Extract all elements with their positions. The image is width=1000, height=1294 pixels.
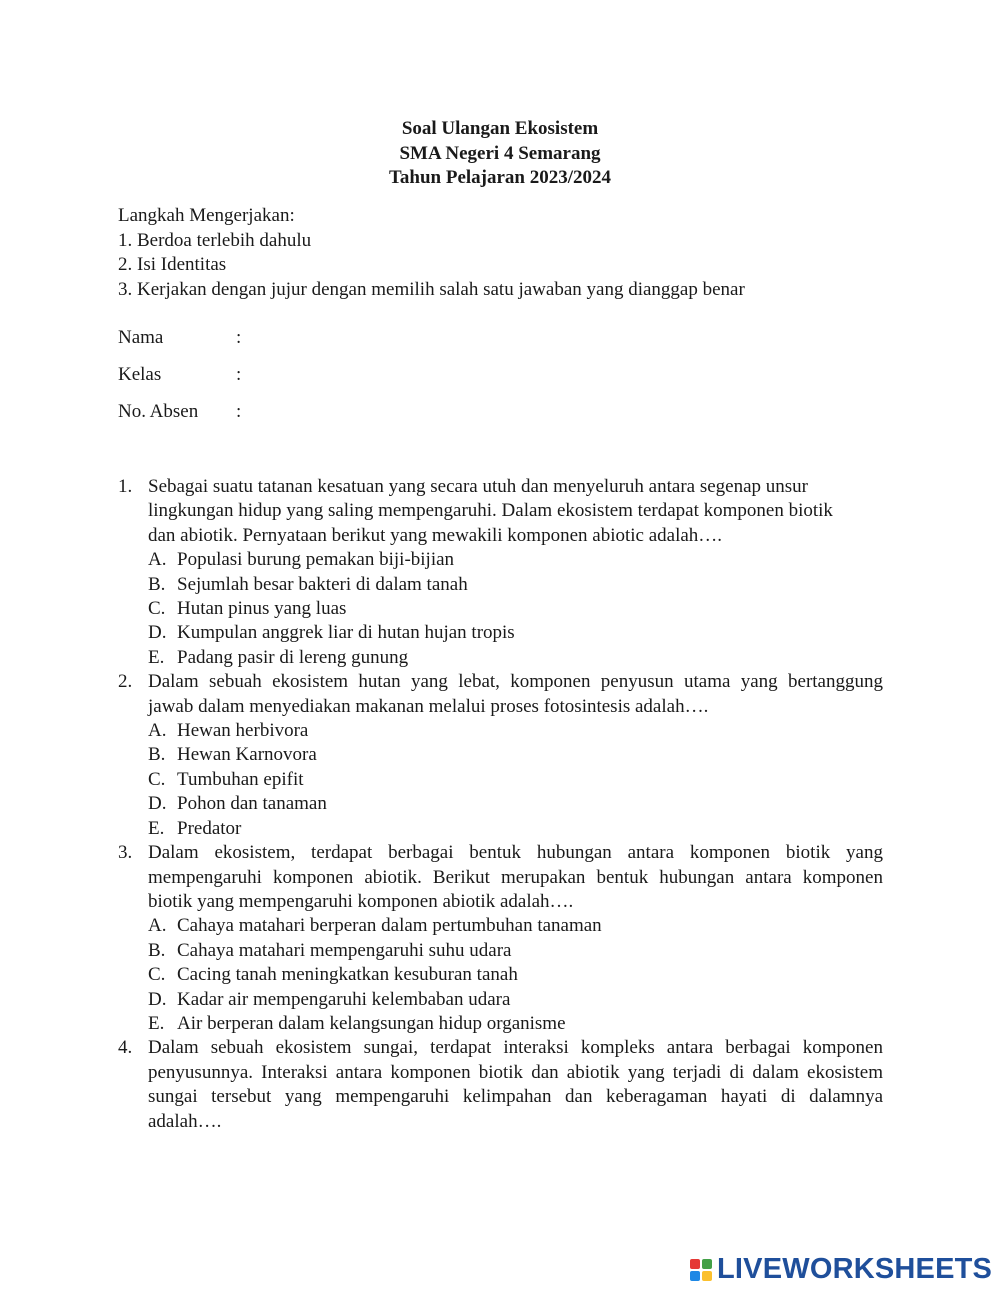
answer-option[interactable] bbox=[118, 621, 883, 645]
instruction-item: 1. Berdoa terlebih dahulu bbox=[118, 229, 312, 251]
answer-option[interactable] bbox=[118, 743, 883, 767]
answer-option[interactable] bbox=[118, 914, 883, 938]
instruction-item: 3. Kerjakan dengan jujur dengan memilih salah satu jawaban yang dianggap benar bbox=[118, 278, 745, 300]
logo-cube bbox=[702, 1271, 712, 1281]
option-letter: C. bbox=[148, 598, 166, 620]
answer-option[interactable] bbox=[118, 768, 883, 792]
question-2 bbox=[118, 670, 883, 719]
field-label: No. Absen bbox=[118, 401, 199, 422]
option-text: Kumpulan anggrek liar di hutan hujan tropis bbox=[177, 622, 515, 644]
question-line: Sebagai suatu tatanan kesatuan yang secara utuh dan menyeluruh antara segenap unsur bbox=[148, 476, 808, 497]
question-number: 3. bbox=[118, 842, 133, 864]
answer-option[interactable] bbox=[118, 1012, 883, 1036]
option-letter: A. bbox=[148, 549, 167, 571]
question-line: penyusunnya. Interaksi antara komponen biotik dan abiotik yang terjadi di dalam ekosistem bbox=[148, 1061, 883, 1083]
answer-option[interactable] bbox=[118, 792, 883, 816]
option-text: Pohon dan tanaman bbox=[177, 793, 327, 815]
question-line: jawab dalam menyediakan makanan melalui proses fotosintesis adalah…. bbox=[148, 695, 709, 717]
option-text: Kadar air mempengaruhi kelembaban udara bbox=[177, 988, 511, 1010]
option-text: Cahaya matahari mempengaruhi suhu udara bbox=[177, 939, 512, 961]
field-separator: : bbox=[236, 327, 242, 348]
option-letter: C. bbox=[148, 768, 166, 790]
question-line: biotik yang mempengaruhi komponen abiotik adalah…. bbox=[148, 890, 574, 912]
question-line: adalah…. bbox=[148, 1110, 222, 1132]
option-letter: B. bbox=[148, 573, 166, 595]
option-letter: B. bbox=[148, 939, 166, 961]
answer-option[interactable] bbox=[118, 573, 883, 597]
identity-row-absen bbox=[118, 399, 241, 436]
question-1 bbox=[118, 475, 883, 548]
answer-option[interactable] bbox=[118, 719, 883, 743]
option-text: Sejumlah besar bakteri di dalam tanah bbox=[177, 573, 468, 595]
identity-row-class bbox=[118, 362, 241, 399]
option-letter: B. bbox=[148, 744, 166, 766]
answer-option[interactable] bbox=[118, 597, 883, 621]
option-letter: D. bbox=[148, 793, 167, 815]
answer-option[interactable] bbox=[118, 963, 883, 987]
question-text bbox=[148, 841, 883, 914]
question-line: lingkungan hidup yang saling mempengaruhi. Dalam ekosistem terdapat komponen biotik bbox=[148, 500, 833, 522]
option-text: Cacing tanah meningkatkan kesuburan tanah bbox=[177, 964, 518, 986]
question-line: dan abiotik. Pernyataan berikut yang mewakili komponen abiotic adalah…. bbox=[148, 524, 723, 546]
option-letter: E. bbox=[148, 1012, 165, 1034]
option-letter: D. bbox=[148, 622, 167, 644]
school-year: Tahun Pelajaran 2023/2024 bbox=[388, 167, 612, 188]
option-text: Predator bbox=[177, 817, 242, 839]
question-number: 2. bbox=[118, 671, 133, 693]
question-text bbox=[148, 475, 883, 548]
option-text: Padang pasir di lereng gunung bbox=[177, 646, 409, 668]
field-separator: : bbox=[236, 364, 242, 385]
option-letter: A. bbox=[148, 720, 167, 742]
option-text: Hutan pinus yang luas bbox=[177, 598, 347, 620]
logo-cube bbox=[690, 1259, 700, 1269]
question-line: Dalam sebuah ekosistem sungai, terdapat interaksi kompleks antara berbagai komponen bbox=[148, 1037, 883, 1059]
question-line: mempengaruhi komponen abiotik. Berikut merupakan bentuk hubungan antara komponen bbox=[148, 866, 883, 888]
logo-cube bbox=[702, 1259, 712, 1269]
question-text bbox=[148, 1036, 883, 1134]
option-text: Air berperan dalam kelangsungan hidup organisme bbox=[177, 1012, 566, 1034]
question-line: sungai tersebut yang mempengaruhi kelimpahan dan keberagaman hayati di dalamnya bbox=[148, 1086, 883, 1108]
question-number: 1. bbox=[118, 476, 133, 497]
question-line: Dalam sebuah ekosistem hutan yang lebat, komponen penyusun utama yang bertanggung bbox=[148, 671, 883, 693]
option-letter: A. bbox=[148, 915, 167, 937]
liveworksheets-logo bbox=[690, 1253, 992, 1286]
option-letter: E. bbox=[148, 646, 165, 668]
identity-row-name bbox=[118, 325, 241, 362]
option-text: Cahaya matahari berperan dalam pertumbuhan tanaman bbox=[177, 915, 602, 937]
option-letter: D. bbox=[148, 988, 167, 1010]
logo-cubes-icon bbox=[690, 1259, 712, 1281]
answer-option[interactable] bbox=[118, 646, 883, 670]
instructions bbox=[118, 204, 745, 302]
logo-cube bbox=[690, 1271, 700, 1281]
option-text: Populasi burung pemakan biji-bijian bbox=[177, 549, 455, 571]
instructions-heading: Langkah Mengerjakan: bbox=[118, 205, 295, 226]
school-name: SMA Negeri 4 Semarang bbox=[399, 142, 601, 164]
field-label: Nama bbox=[118, 327, 164, 348]
question-list bbox=[118, 475, 883, 1134]
logo-text: LIVEWORKSHEETS bbox=[717, 1253, 993, 1285]
answer-option[interactable] bbox=[118, 817, 883, 841]
document-title: Soal Ulangan Ekosistem bbox=[401, 118, 599, 139]
question-3 bbox=[118, 841, 883, 914]
question-4 bbox=[118, 1036, 883, 1134]
question-number: 4. bbox=[118, 1037, 133, 1059]
identity-fields bbox=[118, 325, 241, 436]
option-letter: C. bbox=[148, 964, 166, 986]
instruction-item: 2. Isi Identitas bbox=[118, 254, 227, 275]
answer-option[interactable] bbox=[118, 939, 883, 963]
answer-option[interactable] bbox=[118, 548, 883, 572]
option-text: Hewan herbivora bbox=[177, 720, 309, 742]
question-text bbox=[148, 670, 883, 719]
option-text: Hewan Karnovora bbox=[177, 744, 317, 766]
field-separator: : bbox=[236, 401, 242, 422]
question-line: Dalam ekosistem, terdapat berbagai bentuk hubungan antara komponen biotik yang bbox=[148, 842, 883, 864]
field-label: Kelas bbox=[118, 364, 162, 385]
option-letter: E. bbox=[148, 817, 165, 839]
option-text: Tumbuhan epifit bbox=[177, 768, 304, 790]
answer-option[interactable] bbox=[118, 988, 883, 1012]
document-header bbox=[0, 117, 1000, 191]
